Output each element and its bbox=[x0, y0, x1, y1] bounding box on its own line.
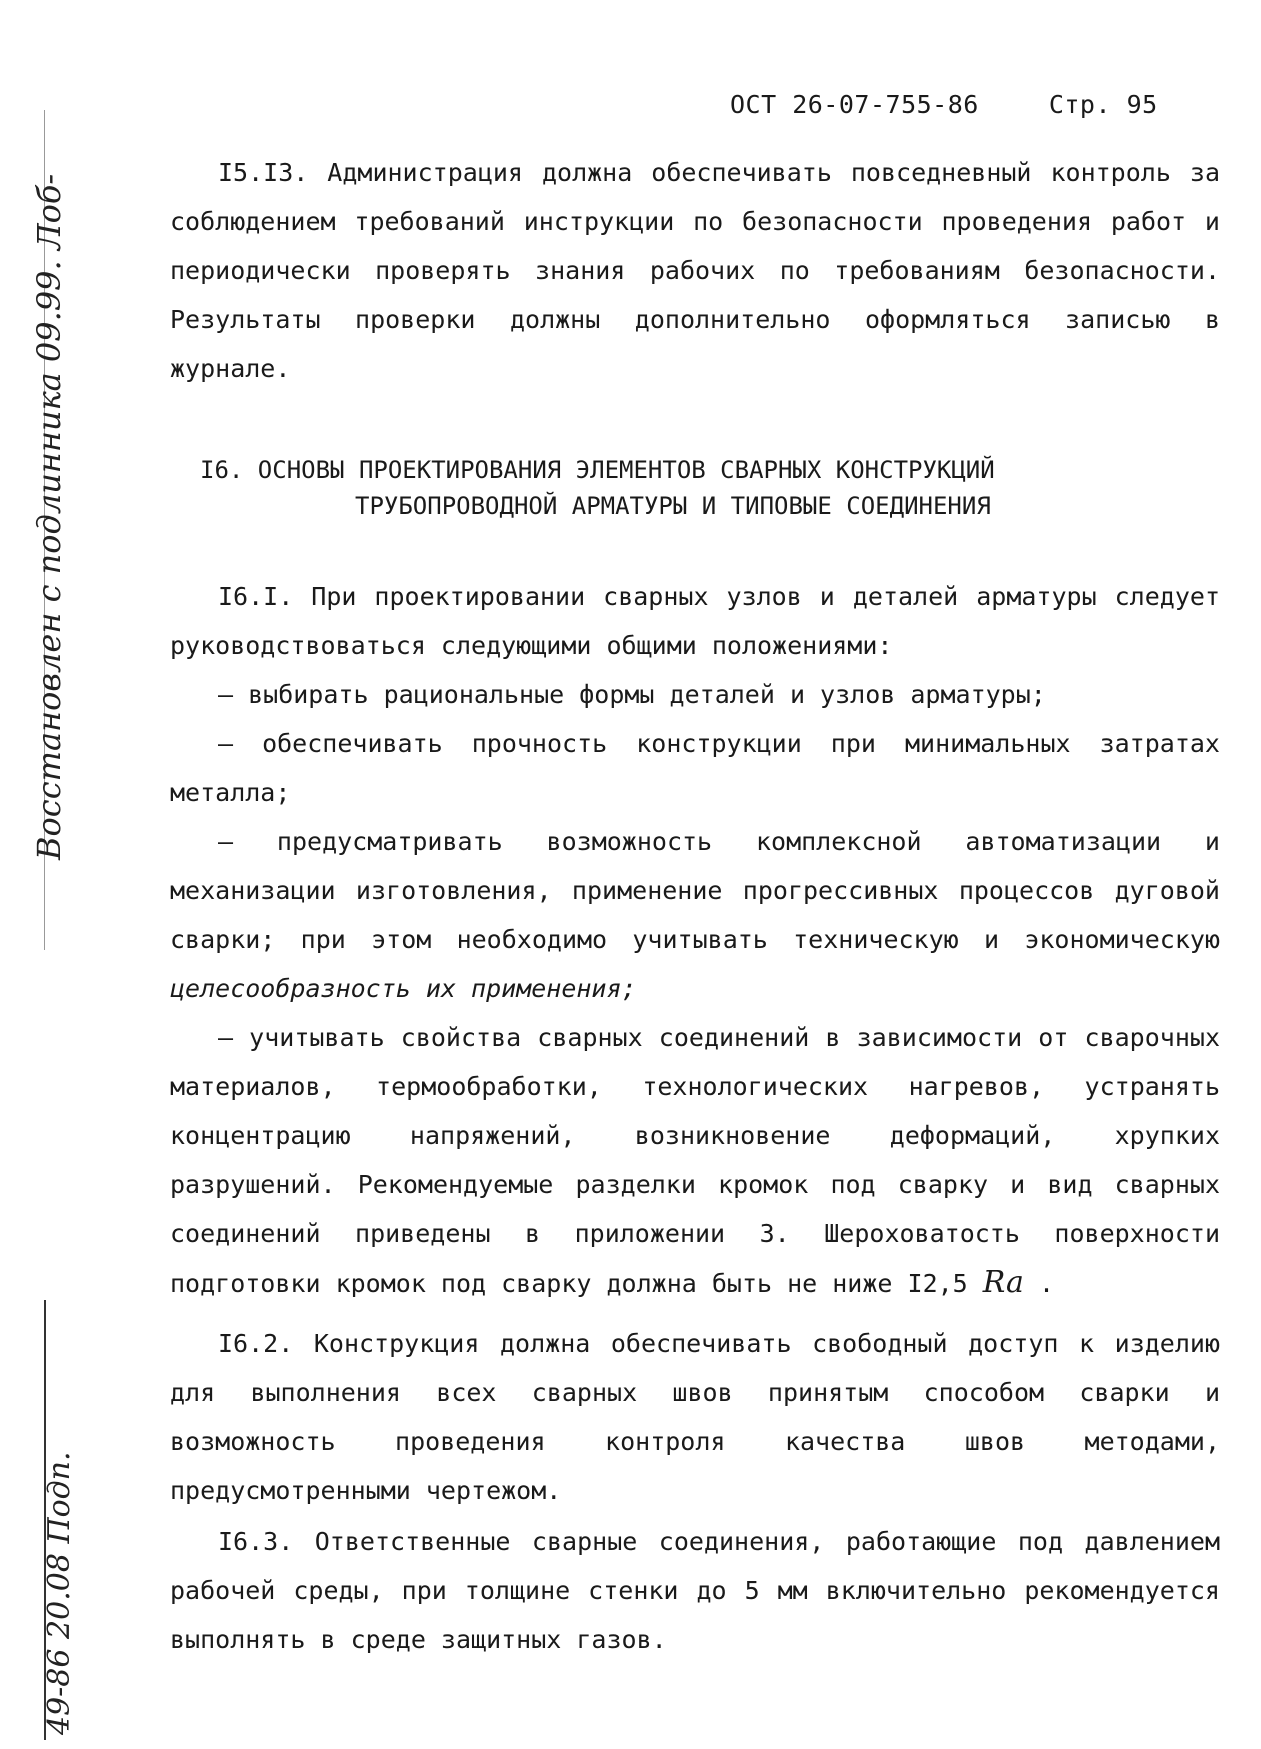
list-item: – обеспечивать прочность конструкции при минимальных затратах металла; bbox=[170, 729, 1220, 807]
list-item-text: – предусматривать возможность комплексной автоматизации и механизации изготовления, применение прогрессивных процессов дуговой сварки; при этом необходимо учитывать техническую и экономическую bbox=[170, 827, 1220, 954]
paragraph-16-3-text: I6.3. Ответственные сварные соединения, работающие под давлением рабочей среды, при толщине стенки до 5 мм включительно рекомендуется выполнять в среде защитных газов. bbox=[170, 1527, 1220, 1654]
paragraph-15-13 bbox=[170, 148, 1220, 393]
paragraph-16-1-intro: I6.I. При проектировании сварных узлов и деталей арматуры следует руководствоваться следующими общими положениями: bbox=[170, 582, 1220, 660]
paragraph-15-13-text: I5.I3. Администрация должна обеспечивать повседневный контроль за соблюдением требований инструкции по безопасности проведения работ и периодически проверять знания рабочих по требованиям безопасности. Результаты проверки должны дополнительно оформляться записью в журнале. bbox=[170, 158, 1220, 383]
margin-signature-note: 49-86 20.08 Подп. bbox=[42, 1451, 77, 1735]
page-header bbox=[730, 90, 1170, 119]
list-item bbox=[170, 1013, 1220, 1308]
list-item bbox=[170, 817, 1220, 1013]
list-item: – выбирать рациональные формы деталей и узлов арматуры; bbox=[218, 680, 1046, 709]
section-16-title bbox=[200, 452, 1220, 524]
doc-code: ОСТ 26-07-755-86 bbox=[730, 90, 979, 119]
list-item-end: . bbox=[1039, 1269, 1055, 1298]
list-item-italic-text: целесообразность их применения; bbox=[170, 974, 637, 1003]
paragraph-16-2 bbox=[170, 1319, 1220, 1515]
section-title-line-2: ТРУБОПРОВОДНОЙ АРМАТУРЫ И ТИПОВЫЕ СОЕДИНЕНИЯ bbox=[355, 492, 991, 520]
paragraph-16-3 bbox=[170, 1517, 1220, 1664]
list-item-text: – учитывать свойства сварных соединений в зависимости от сварочных материалов, термообработки, технологических нагревов, устранять концентрацию напряжений, возникновение деформаций, хрупких разрушений. Рекомендуемые разделки кромок под сварку и вид сварных соединений приведены в приложении 3. Шероховатость поверхности подготовки кромок под сварку должна быть не ниже I2,5 bbox=[170, 1023, 1220, 1298]
section-title-line-1: I6. ОСНОВЫ ПРОЕКТИРОВАНИЯ ЭЛЕМЕНТОВ СВАРНЫХ КОНСТРУКЦИЙ bbox=[200, 456, 995, 484]
page-number: Стр. 95 bbox=[1048, 90, 1158, 119]
paragraph-16-2-text: I6.2. Конструкция должна обеспечивать свободный доступ к изделию для выполнения всех сварных швов принятым способом сварки и возможность проведения контроля качества швов методами, предусмотренными чертежом. bbox=[170, 1329, 1220, 1505]
margin-restoration-note: Восстановлен с подлинника 09.99. Лоб- bbox=[30, 173, 68, 860]
paragraph-16-1 bbox=[170, 572, 1220, 1308]
roughness-symbol: Ra bbox=[982, 1265, 1024, 1300]
